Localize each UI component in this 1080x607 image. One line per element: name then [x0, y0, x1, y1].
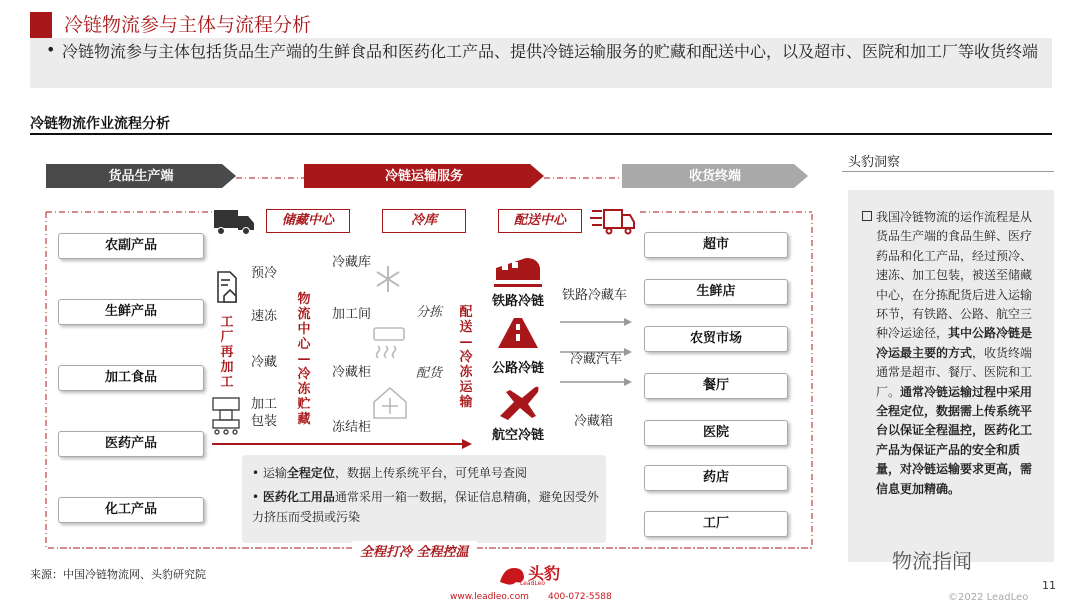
destination-item: 医院	[644, 420, 788, 446]
factory-step: 预冷	[251, 266, 278, 281]
transport-mode: 铁路冷链	[492, 294, 545, 309]
transport-vehicle: 冷藏汽车	[570, 352, 623, 367]
flow-arrowhead	[462, 439, 472, 449]
source-item: 医药产品	[58, 431, 204, 457]
logistics-center-vertical-label: 物流中心—冷冻贮藏	[297, 292, 311, 427]
truck-icon	[214, 210, 254, 235]
page-title: 冷链物流参与主体与流程分析	[64, 14, 312, 36]
storage-item: 冻结柜	[332, 420, 372, 435]
note-item: • 运输全程定位，数据上传系统平台，可凭单号查阅	[252, 466, 527, 480]
destination-item: 餐厅	[644, 373, 788, 399]
bottom-label: 全程打冷 全程控温	[352, 541, 477, 560]
source-item: 化工产品	[58, 497, 204, 523]
destination-item: 农贸市场	[644, 326, 788, 352]
bullet-icon: •	[46, 40, 56, 59]
cold-store-label: 冷库	[382, 209, 466, 233]
copyright: ©2022 LeadLeo	[948, 592, 1029, 603]
phone-number: 400-072-5588	[548, 592, 612, 602]
airplane-icon	[500, 387, 539, 420]
transport-mode: 航空冷链	[492, 428, 545, 443]
insight-title: 头豹洞察	[848, 155, 901, 170]
transport-mode: 公路冷链	[492, 361, 545, 376]
cold-house-icon	[374, 388, 406, 418]
deliver-label: 配货	[416, 366, 443, 381]
document-house-icon	[218, 272, 236, 302]
brand-logo-sub: LeadLeo	[520, 580, 546, 587]
note-item: • 医药化工用品通常采用一箱一数据，保证信息精确，避免因受外力挤压而受损或污染	[252, 490, 599, 524]
source-item: 生鲜产品	[58, 299, 204, 325]
storage-item: 加工间	[332, 307, 372, 322]
sort-label: 分拣	[416, 305, 443, 320]
destination-item: 工厂	[644, 511, 788, 537]
stage-service: 冷链运输服务	[384, 169, 463, 184]
storage-center-label: 储藏中心	[266, 209, 350, 233]
transport-vehicle: 铁路冷藏车	[562, 288, 628, 303]
wechat-watermark: 物流指闻	[892, 549, 972, 573]
air-conditioner-icon	[374, 328, 404, 358]
checkbox-icon	[862, 211, 872, 221]
subtitle-text: 冷链物流参与主体包括货品生产端的生鲜食品和医药化工产品、提供冷链运输服务的贮藏和配送中心，以及超市、医院和加工厂等收货终端	[62, 42, 1039, 61]
footer-source: 来源：中国冷链物流网、头豹研究院	[30, 568, 206, 581]
delivery-center-label: 配送中心	[498, 209, 582, 233]
source-item: 农副产品	[58, 233, 204, 259]
factory-step: 冷藏	[251, 355, 278, 370]
destination-item: 超市	[644, 232, 788, 258]
destination-item: 药店	[644, 465, 788, 491]
factory-step: 加工 包装	[251, 397, 278, 429]
insight-divider	[842, 171, 1054, 172]
factory-vertical-label: 工厂再加工	[220, 315, 234, 390]
packaging-machine-icon	[213, 398, 239, 434]
stage-producer: 货品生产端	[108, 169, 174, 184]
transport-vehicle: 冷藏箱	[574, 414, 614, 429]
highway-icon	[498, 318, 538, 348]
insight-text: 我国冷链物流的运作流程是从货品生产端的食品生鲜、医疗药品和化工产品，经过预冷、速冻、加工包装，被送至储藏中心，在分拣配货后进入运输环节，有铁路、公路、航空三种冷运途径，其中公路冷链是冷运最主要的方式，收货终端通常是超市、餐厅、医院和工厂。通常冷链运输过程中采用全程定位，数据需上传系统平台以保证全程温控，医药化工产品为保证产品的安全和质量，对冷链运输要求更高，需信息更加精确。	[876, 210, 1033, 496]
storage-item: 冷藏柜	[332, 365, 372, 380]
brand-logo: 头豹	[528, 564, 561, 583]
website-link[interactable]: www.leadleo.com	[450, 592, 529, 602]
section-title: 冷链物流作业流程分析	[30, 116, 170, 132]
destination-item: 生鲜店	[644, 279, 788, 305]
storage-item: 冷藏库	[332, 255, 372, 270]
page-number: 11	[1042, 579, 1056, 592]
reefer-truck-icon	[590, 210, 634, 234]
delivery-vertical-label: 配送—冷冻运输	[459, 305, 473, 410]
stage-receiver: 收货终端	[688, 169, 741, 184]
train-icon	[494, 258, 542, 287]
factory-step: 速冻	[251, 309, 278, 324]
source-item: 加工食品	[58, 365, 204, 391]
snowflake-icon	[377, 266, 399, 292]
